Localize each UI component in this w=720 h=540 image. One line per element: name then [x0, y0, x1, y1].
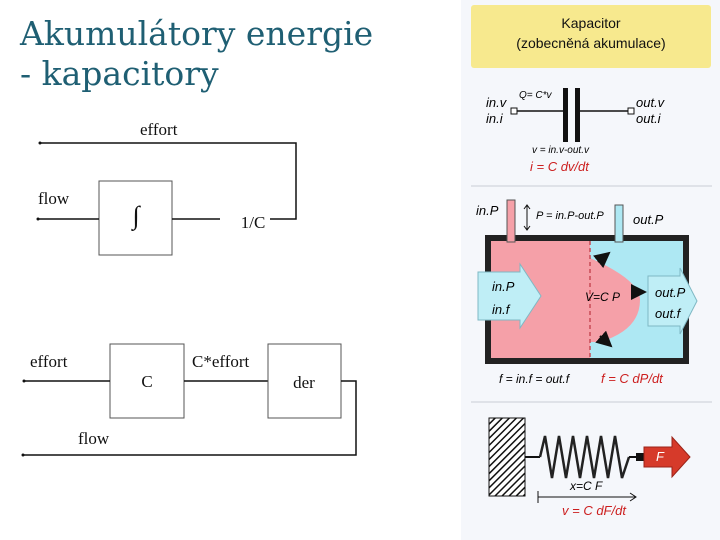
c-effort-label: C*effort — [192, 352, 250, 371]
capacitor-plate-left — [563, 88, 568, 142]
v-cp-label: V=C P — [585, 290, 621, 304]
x-equation: x=C F — [570, 479, 603, 493]
block-diagram — [22, 120, 357, 457]
out-v-label: out.v — [636, 95, 665, 110]
panel-header-line1: Kapacitor — [561, 15, 621, 31]
out-f-side-label: out.f — [655, 306, 681, 321]
out-p-side-label: out.P — [655, 285, 686, 300]
f-derivative-equation: f = C dP/dt — [601, 371, 663, 386]
out-i-label: out.i — [636, 111, 661, 126]
slide-title-line2: - kapacitory — [20, 54, 219, 93]
in-v-label: in.v — [486, 95, 507, 110]
in-i-label: in.i — [486, 111, 503, 126]
v-dfdt-equation: v = C dF/dt — [562, 503, 626, 518]
capacitor-panel — [461, 0, 720, 540]
flow-bottom-label: flow — [78, 429, 110, 448]
effort-top-label: effort — [140, 120, 178, 139]
in-f-side-label: in.f — [492, 302, 510, 317]
out-p-top-label: out.P — [633, 212, 664, 227]
capacitor-plate-right — [575, 88, 580, 142]
panel-header-line2: (zobecněná akumulace) — [516, 35, 666, 51]
p-equation: P = in.P-out.P — [536, 210, 604, 222]
f-equation: f = in.f = out.f — [499, 372, 570, 386]
q-equation: Q= C*v — [519, 90, 552, 101]
effort-bottom-label: effort — [30, 352, 68, 371]
flow-top-label: flow — [38, 189, 70, 208]
slide-title-line1: Akumulátory energie — [20, 14, 374, 53]
inverse-c-label: 1/C — [240, 213, 266, 232]
v-equation: v = in.v-out.v — [532, 145, 589, 156]
c-block-label: C — [141, 372, 153, 391]
integrator-symbol: ∫ — [132, 201, 140, 230]
in-p-side-label: in.P — [492, 279, 515, 294]
i-equation: i = C dv/dt — [530, 159, 589, 174]
der-block-label: der — [293, 373, 315, 392]
in-p-top-label: in.P — [476, 203, 499, 218]
wall-hatched — [489, 418, 525, 496]
force-label: F — [656, 449, 664, 464]
